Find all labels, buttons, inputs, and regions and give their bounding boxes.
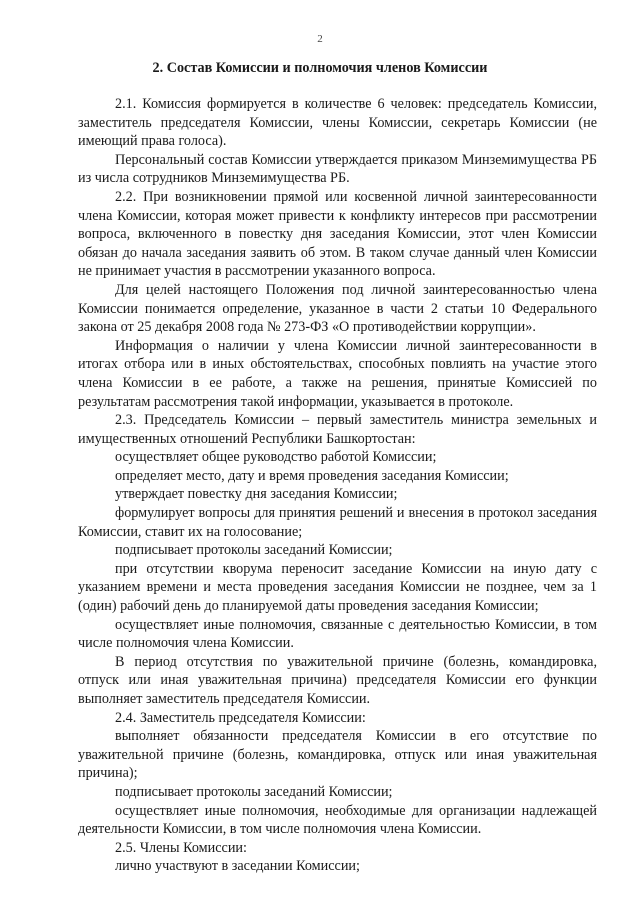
paragraph-deputy-duty-3: осуществляет иные полномочия, необходимые для организации надлежащей деятельности Комиссии, в том числе полномочия члена Комиссии. bbox=[78, 802, 597, 838]
paragraph-2-1: 2.1. Комиссия формируется в количестве 6 человек: председатель Комиссии, заместитель председателя Комиссии, члены Комиссии, секретарь Комиссии (не имеющий права голоса). bbox=[78, 96, 597, 150]
paragraph-chair-duty-1: осуществляет общее руководство работой Комиссии; bbox=[115, 449, 437, 466]
paragraph-2-2: 2.2. При возникновении прямой или косвенной личной заинтересованности члена Комиссии, которая может привести к конфликту интересов при рассмотрении вопроса, включенного в повестку дня заседания Комиссии, этот член Комиссии обязан до начала заседания заявить об этом. В таком случае данный член Комиссии не принимает участия в рассмотрении указанного вопроса. bbox=[78, 188, 597, 280]
paragraph-chair-duty-2: определяет место, дату и время проведения заседания Комиссии; bbox=[115, 467, 509, 484]
paragraph-chair-duty-5: подписывает протоколы заседаний Комиссии; bbox=[115, 542, 393, 559]
paragraph-deputy-duty-2: подписывает протоколы заседаний Комиссии; bbox=[115, 783, 393, 800]
page-number: 2 bbox=[317, 33, 323, 45]
paragraph-chair-duty-3: утверждает повестку дня заседания Комиссии; bbox=[115, 486, 398, 503]
paragraph-chair-duty-6: при отсутствии кворума переносит заседание Комиссии на иную дату с указанием времени и места проведения заседания Комиссии не позднее, чем за 1 (один) рабочий день до планируемой даты проведения заседания Комиссии; bbox=[78, 560, 597, 615]
paragraph-chair-duty-7: осуществляет иные полномочия, связанные с деятельностью Комиссии, в том числе полномочия члена Комиссии. bbox=[78, 616, 597, 652]
paragraph-2-3: 2.3. Председатель Комиссии – первый заместитель министра земельных и имущественных отношений Республики Башкортостан: bbox=[78, 412, 597, 447]
paragraph-chair-absence: В период отсутствия по уважительной причине (болезнь, командировка, отпуск или иная уважительная причина) председателя Комиссии его функции выполняет заместитель председателя Комиссии. bbox=[78, 653, 597, 707]
paragraph-chair-duty-4: формулирует вопросы для принятия решений и внесения в протокол заседания Комиссии, ставит их на голосование; bbox=[78, 505, 597, 540]
paragraph-member-duty-1: лично участвуют в заседании Комиссии; bbox=[115, 858, 360, 875]
paragraph-deputy-duty-1: выполняет обязанности председателя Комиссии в его отсутствие по уважительной причине (болезнь, командировка, отпуск или иная уважительная причина); bbox=[78, 728, 597, 782]
paragraph-2-5: 2.5. Члены Комиссии: bbox=[115, 839, 247, 856]
document-body bbox=[78, 95, 597, 876]
section-title: 2. Состав Комиссии и полномочия членов Комиссии bbox=[152, 60, 488, 76]
paragraph-2-4: 2.4. Заместитель председателя Комиссии: bbox=[115, 709, 366, 726]
paragraph-interest-definition: Для целей настоящего Положения под личной заинтересованностью члена Комиссии понимается определение, указанное в части 2 статьи 10 Федерального закона от 25 декабря 2008 года № 273-ФЗ «О противодействии коррупции». bbox=[78, 281, 597, 336]
paragraph-composition: Персональный состав Комиссии утверждается приказом Минземимущества РБ из числа сотрудников Минземимущества РБ. bbox=[78, 151, 597, 187]
paragraph-interest-info: Информация о наличии у члена Комиссии личной заинтересованности в итогах отбора или в иных обстоятельствах, способных повлиять на участие этого члена Комиссии в ее работе, а также на решения, принятые Комиссией по результатам рассмотрения такой информации, указывается в протоколе. bbox=[78, 337, 597, 410]
